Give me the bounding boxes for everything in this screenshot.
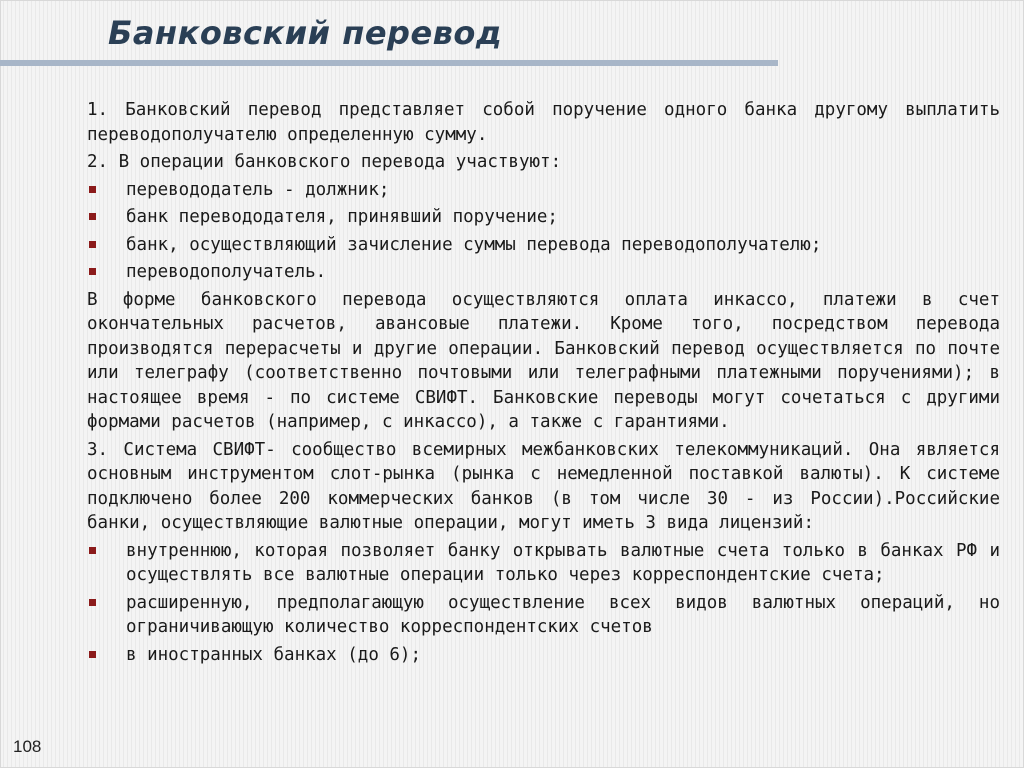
bullet-square-icon [89,547,96,554]
bullet-square-icon [89,241,96,248]
title-underline [0,60,778,66]
paragraph-transfer-forms: В форме банковского перевода осуществляются оплата инкассо, платежи в счет окончательных расчетов, авансовые платежи. Кроме того, посредством перевода производятся перерасчеты и другие операции. Банковский перевод осуществляется по почте или телеграфу (соответственно почтовыми или телеграфными платежными поручениями); в настоящее время - по системе СВИФТ. Банковские переводы могут сочетаться с другими формами расчетов (например, с инкассо), а также с гарантиями. [87,289,1000,432]
list-item-text: переводополучатель. [126,262,327,282]
slide-title: Банковский перевод [108,14,503,52]
bullet-square-icon [89,213,96,220]
bullet-square-icon [89,186,96,193]
list-item [87,233,1000,258]
page-number: 108 [13,737,42,756]
list-item-text: банк перевододателя, принявший поручение; [126,207,558,227]
paragraph-definition: 1. Банковский перевод представляет собой поручение одного банка другому выплатить переводополучателю определенную сумму. [87,100,1000,145]
list-item [87,178,1000,203]
list-item-text: в иностранных банках (до 6); [126,644,422,665]
bullet-square-icon [89,268,96,275]
list-item-text: расширенную, предполагающую осуществление всех видов валютных операций, но ограничивающую количество корреспондентских счетов [126,592,1000,637]
paragraph-participants-intro: 2. В операции банковского перевода участвуют: [87,152,562,172]
slide-content [87,98,1000,670]
list-item-text: внутреннюю, которая позволяет банку открывать валютные счета только в банках РФ и осуществлять все валютные операции только через корреспондентские счета; [126,540,1000,585]
list-item-text: перевододатель - должник; [126,179,390,200]
list-item [87,205,1000,230]
bullet-square-icon [89,599,96,606]
list-item [87,539,1000,588]
paragraph-swift: 3. Система СВИФТ- сообщество всемирных межбанковских телекоммуникаций. Она является основным инструментом слот-рынка (рынка с немедленной поставкой валюты). К системе подключено более 200 коммерческих банков (в том числе 30 - из России).Российские банки, осуществляющие валютные операции, могут иметь 3 вида лицензий: [87,439,1000,533]
list-item [87,591,1000,640]
list-item [87,260,1000,285]
list-item [87,643,1000,668]
bullet-square-icon [89,651,96,658]
list-item-text: банк, осуществляющий зачисление суммы перевода переводополучателю; [126,234,822,255]
